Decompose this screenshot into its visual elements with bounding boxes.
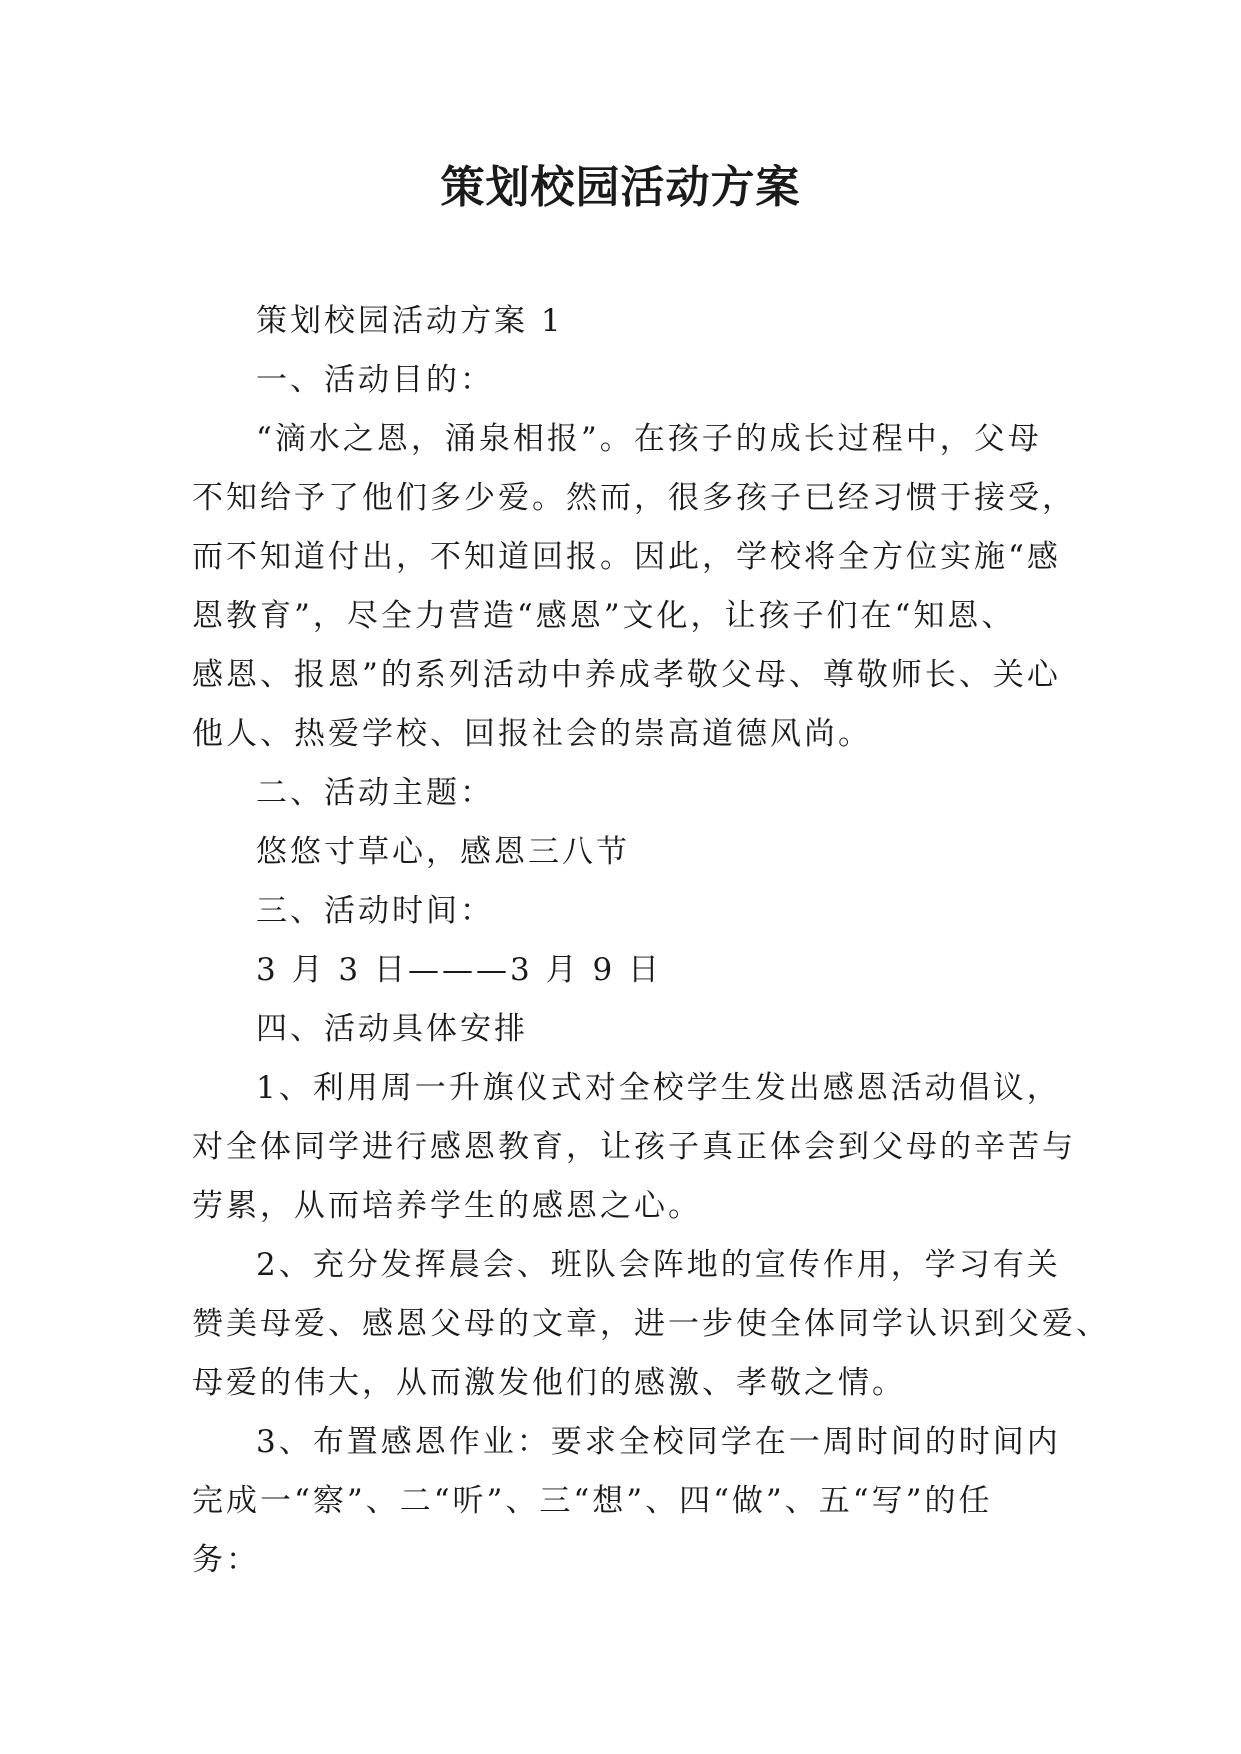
text-line: 3 月 3 日———3 月 9 日 [256,952,663,988]
text-line: 完成一“察”、二“听”、三“想”、四“做”、五“写”的任 [192,1483,993,1519]
text-line: “滴水之恩，涌泉相报”。在孩子的成长过程中，父母 [256,421,1042,457]
text-line: 恩教育”，尽全力营造“感恩”文化，让孩子们在“知恩、 [192,598,1016,634]
text-line: 务： [192,1542,260,1578]
text-line: 对全体同学进行感恩教育，让孩子真正体会到父母的辛苦与 [192,1129,1076,1165]
text-line: 赞美母爱、感恩父母的文章，进一步使全体同学认识到父爱、 [192,1306,1110,1342]
section-heading: 一、活动目的： [256,362,494,398]
text-line: 感恩、报恩”的系列活动中养成孝敬父母、尊敬师长、关心 [192,657,1061,693]
text-line: 策划校园活动方案 1 [256,303,564,339]
section-heading: 四、活动具体安排 [256,1011,528,1047]
text-line: 不知给予了他们多少爱。然而，很多孩子已经习惯于接受， [192,480,1076,516]
text-line: 2、充分发挥晨会、班队会阵地的宣传作用，学习有关 [256,1247,1061,1283]
text-line: 3、布置感恩作业：要求全校同学在一周时间的时间内 [256,1424,1061,1460]
text-line: 1、利用周一升旗仪式对全校学生发出感恩活动倡议， [256,1070,1061,1106]
text-line: 劳累，从而培养学生的感恩之心。 [192,1188,702,1224]
document-body [192,292,1110,1590]
section-heading: 二、活动主题： [256,775,494,811]
document-title: 策划校园活动方案 [440,162,801,213]
section-heading: 三、活动时间： [256,893,494,929]
text-line: 母爱的伟大，从而激发他们的感激、孝敬之情。 [192,1365,906,1401]
text-line: 悠悠寸草心，感恩三八节 [256,834,630,870]
text-line: 而不知道付出，不知道回报。因此，学校将全方位实施“感 [192,539,1061,575]
text-line: 他人、热爱学校、回报社会的崇高道德风尚。 [192,716,872,752]
